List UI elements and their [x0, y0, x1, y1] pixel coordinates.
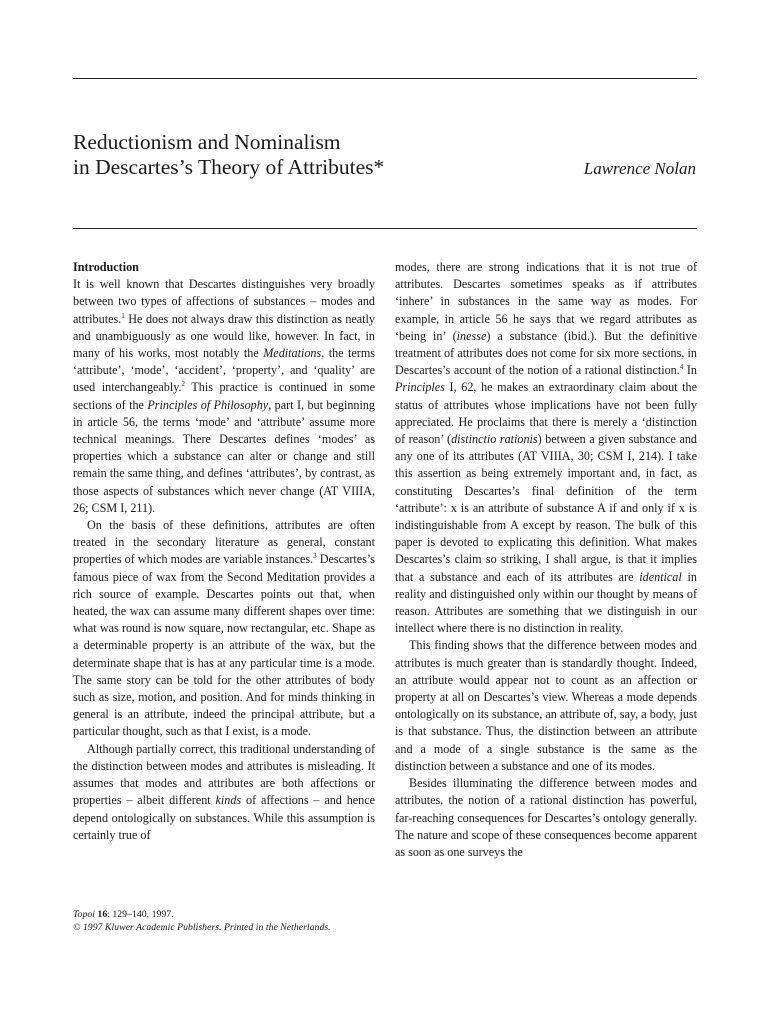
footnote-ref-1: 1: [121, 311, 125, 320]
title-line-2: in Descartes’s Theory of Attributes*: [73, 155, 385, 179]
right-paragraph-1: modes, there are strong indications that it is not true of attributes. Descartes sometimes speaks as if attributes ‘inhere’ in substances in the same way as modes. For example, in article 56 he says that we regard attributes as ‘being in’ (inesse) a substance (ibid.). But the definitive treatment of attributes does not come for six more sections, in Descartes’s account of the notion of a rational distinction.$^4$ In Principles I, 62, he makes an extraordinary claim about the status of attributes whose implications have not been fully appreciated. He proclaims that there is merely a ‘distinction of reason’ (distinctio rationis) between a given substance and any one of its attributes (AT VIIIA, 30; CSM I, 214). I take this assertion as being extremely important and, in fact, as constituting Descartes’s final definition of the term ‘attribute’: x is an attribute of substance A if and only if x is indistinguishable from A except by reason. The bulk of this paper is devoted to explicating this definition. What makes Descartes’s claim so striking, I shall argue, is that it implies that a substance and each of its attributes are identical in reality and distinguished only within our thought by means of reason. Attributes are something that we distinguish in our intellect where there is no distinction in reality.: [395, 260, 697, 636]
copyright-line: © 1997 Kluwer Academic Publishers. Printed in the Netherlands.: [73, 922, 331, 933]
left-paragraph-2: On the basis of these definitions, attributes are often treated in the secondary literature as general, constant properties of which modes are variable instances.$^3$ Descartes’s famous piece of wax from the Second Meditation provides a rich source of example. Descartes points out that, when heated, the wax can assume many different shapes over time: what was round is now square, now rectangular, etc. Shape as a determinable property is an attribute of the wax, but the determinate shape that is has at any particular time is a mode. The same story can be told for the other attributes of body such as size, motion, and position. And for minds thinking in general is an attribute, indeed the principal attribute, but a particular thought, such as that I exist, is a mode.: [73, 518, 375, 739]
footnote-ref-4: 4: [679, 363, 684, 372]
footnote-ref-3: 3: [313, 552, 317, 561]
top-rule: [73, 78, 697, 79]
right-paragraph-3: Besides illuminating the difference between modes and attributes, the notion of a rational distinction has powerful, far-reaching consequences for Descartes’s ontology generally. The nature and scope of these consequences become apparent as soon as one surveys the: [395, 776, 697, 859]
footnote-ref-2: 2: [181, 380, 186, 389]
section-heading: Introduction: [73, 260, 139, 274]
page-footer: [73, 908, 331, 934]
left-paragraph-1: It is well known that Descartes distinguishes very broadly between two types of affections of substances – modes and attributes.$^1$ He does not always draw this distinction as neatly and unambiguously as one would like, however. In fact, in many of his works, most notably the Meditations, the terms ‘attribute’, ‘mode’, ‘accident’, ‘property’, and ‘quality’ are used interchangeably.$^2$ This practice is continued in some sections of the Principles of Philosophy, part I, but beginning in article 56, the terms ‘mode’ and ‘attribute’ assume more technical meanings. There Descartes defines ‘modes’ as properties which a substance can alter or change and still remain the same thing, and defines ‘attributes’, by contrast, as those aspects of substances which never change (AT VIIIA, 26; CSM I, 211).: [73, 277, 375, 515]
citation-line: Topoi 16: 129–140, 1997.: [73, 909, 174, 920]
right-column: [395, 259, 697, 861]
left-paragraph-3: Although partially correct, this traditional understanding of the distinction between modes and attributes is misleading. It assumes that modes and attributes are both affections or properties – albeit different kinds of affections – and hence depend ontologically on substances. While this assumption is certainly true of: [73, 741, 376, 842]
title-line-1: Reductionism and Nominalism: [73, 130, 341, 154]
left-column: [73, 259, 375, 844]
right-paragraph-2: This finding shows that the difference between modes and attributes is much greater than is standardly thought. Indeed, an attribute would appear not to count as an affection or property at all on Descartes’s view. Whereas a mode depends ontologically on its substance, an attribute of, say, a body, just is that substance. Thus, the distinction between an attribute and a mode of a single substance is the same as the distinction between a substance and one of its modes.: [395, 638, 697, 773]
author-name: Lawrence Nolan: [583, 159, 696, 178]
header-bottom-rule: [73, 228, 697, 229]
article-title: [73, 130, 384, 180]
